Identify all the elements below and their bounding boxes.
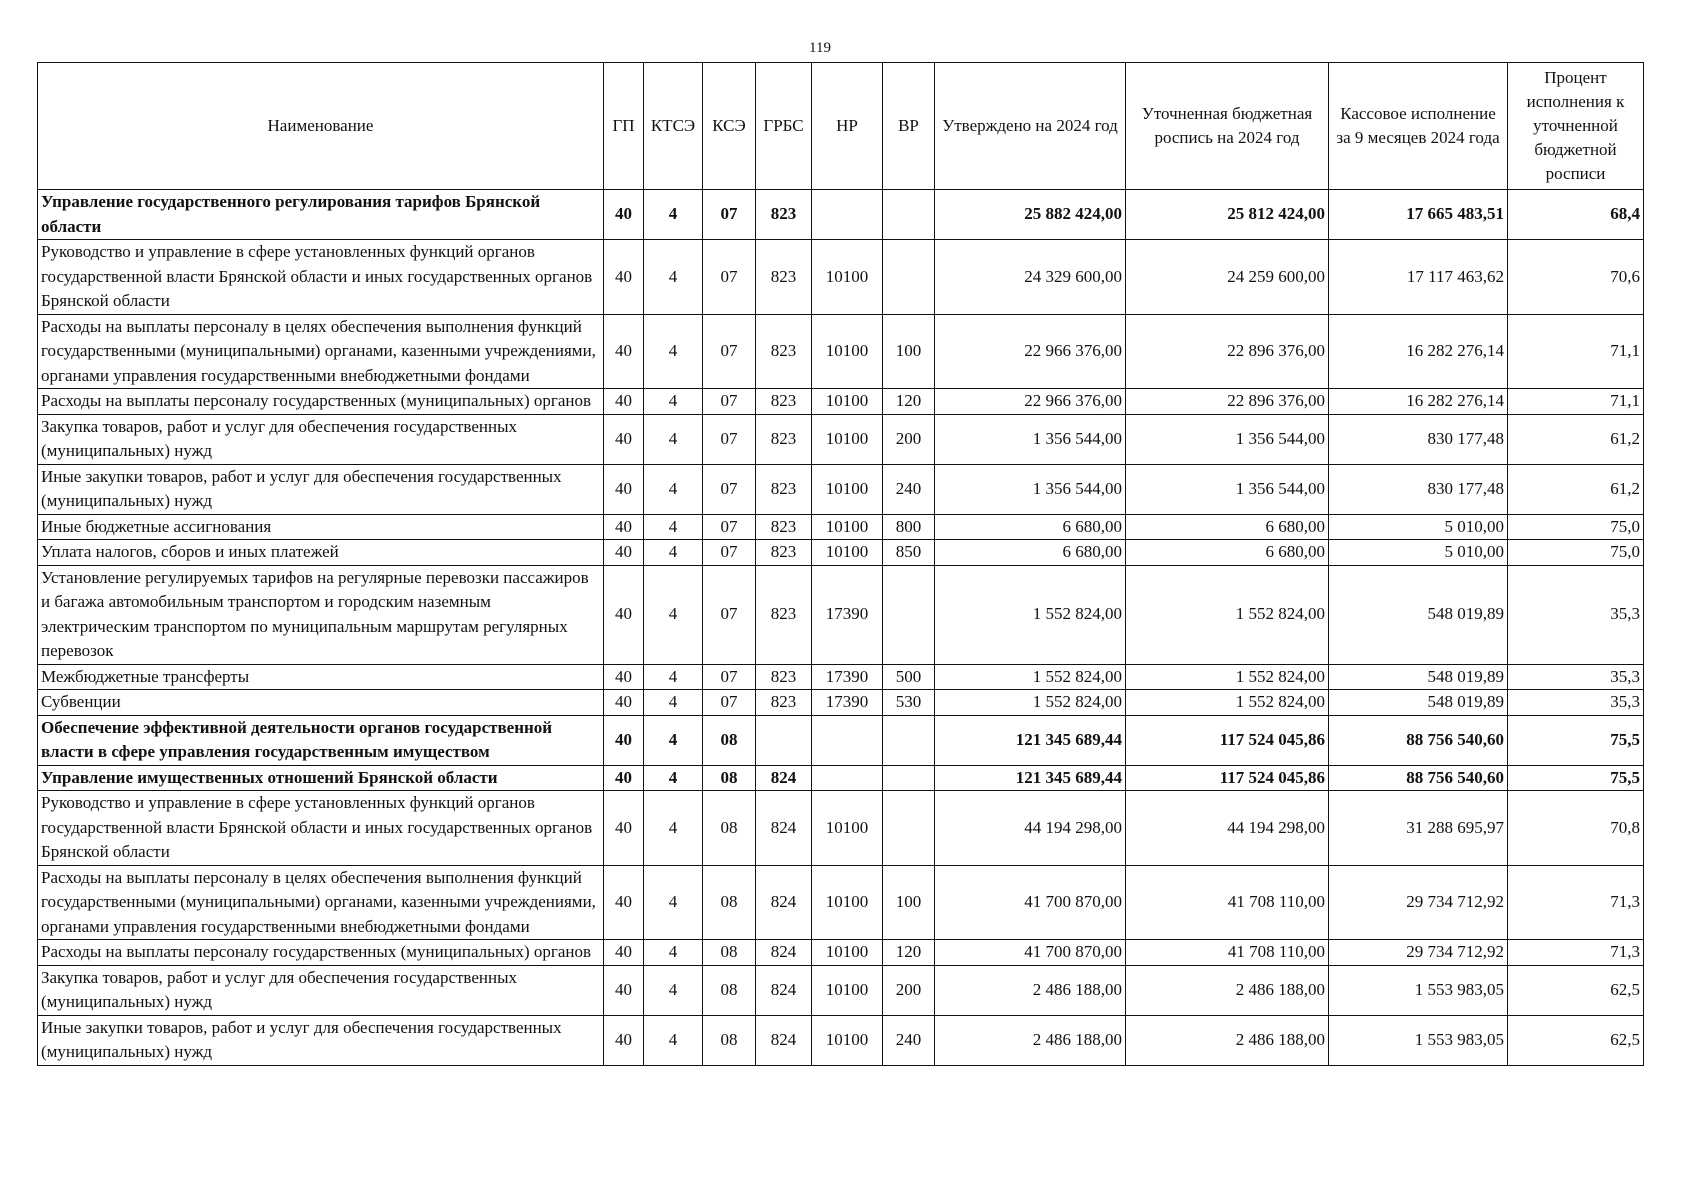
cell-approved: 1 552 824,00 [935, 565, 1126, 664]
table-row [38, 389, 1644, 415]
cell-cash: 16 282 276,14 [1329, 314, 1508, 389]
cell-approved: 22 966 376,00 [935, 314, 1126, 389]
cell-np: 10100 [812, 540, 883, 566]
cell-cash: 88 756 540,60 [1329, 715, 1508, 765]
cell-percent: 75,5 [1508, 765, 1644, 791]
cell-cash: 16 282 276,14 [1329, 389, 1508, 415]
cell-cash: 88 756 540,60 [1329, 765, 1508, 791]
cell-percent: 70,6 [1508, 240, 1644, 315]
header-cash: Кассовое исполнение за 9 месяцев 2024 года [1329, 63, 1508, 190]
table-row [38, 514, 1644, 540]
table-body [38, 190, 1644, 1066]
cell-name: Расходы на выплаты персоналу в целях обеспечения выполнения функций государственными (муниципальными) органами, казенными учреждениями, органами управления государственными внебюджетными фондами [38, 314, 604, 389]
table-row [38, 865, 1644, 940]
cell-kse: 08 [703, 715, 756, 765]
cell-grbs: 824 [756, 791, 812, 866]
cell-gp: 40 [604, 715, 644, 765]
cell-refined: 41 708 110,00 [1126, 865, 1329, 940]
cell-approved: 2 486 188,00 [935, 965, 1126, 1015]
cell-kse: 07 [703, 664, 756, 690]
cell-approved: 6 680,00 [935, 540, 1126, 566]
cell-vr [883, 791, 935, 866]
cell-kse: 07 [703, 240, 756, 315]
cell-kse: 07 [703, 514, 756, 540]
cell-np: 17390 [812, 690, 883, 716]
cell-ktse: 4 [644, 565, 703, 664]
cell-np: 17390 [812, 565, 883, 664]
cell-approved: 121 345 689,44 [935, 765, 1126, 791]
cell-ktse: 4 [644, 464, 703, 514]
header-approved: Утверждено на 2024 год [935, 63, 1126, 190]
cell-vr: 240 [883, 1015, 935, 1065]
table-row [38, 464, 1644, 514]
cell-ktse: 4 [644, 190, 703, 240]
table-row [38, 540, 1644, 566]
cell-ktse: 4 [644, 389, 703, 415]
page-number: 119 [809, 40, 831, 56]
cell-name: Руководство и управление в сфере установленных функций органов государственной власти Брянской области и иных государственных органов Брянской области [38, 791, 604, 866]
cell-cash: 548 019,89 [1329, 565, 1508, 664]
cell-kse: 08 [703, 865, 756, 940]
cell-grbs: 823 [756, 414, 812, 464]
cell-refined: 1 552 824,00 [1126, 690, 1329, 716]
cell-percent: 70,8 [1508, 791, 1644, 866]
cell-approved: 6 680,00 [935, 514, 1126, 540]
header-ktse: КТСЭ [644, 63, 703, 190]
cell-percent: 35,3 [1508, 690, 1644, 716]
header-grbs: ГРБС [756, 63, 812, 190]
cell-percent: 61,2 [1508, 414, 1644, 464]
table-row [38, 765, 1644, 791]
cell-kse: 08 [703, 791, 756, 866]
cell-kse: 07 [703, 565, 756, 664]
table-row [38, 414, 1644, 464]
cell-kse: 07 [703, 190, 756, 240]
table-row [38, 965, 1644, 1015]
cell-cash: 548 019,89 [1329, 664, 1508, 690]
cell-np: 10100 [812, 514, 883, 540]
cell-refined: 1 552 824,00 [1126, 664, 1329, 690]
cell-grbs: 823 [756, 540, 812, 566]
header-vr: ВР [883, 63, 935, 190]
cell-percent: 75,0 [1508, 514, 1644, 540]
cell-name: Уплата налогов, сборов и иных платежей [38, 540, 604, 566]
cell-vr: 120 [883, 940, 935, 966]
cell-percent: 75,0 [1508, 540, 1644, 566]
cell-percent: 62,5 [1508, 1015, 1644, 1065]
cell-name: Расходы на выплаты персоналу государственных (муниципальных) органов [38, 940, 604, 966]
cell-percent: 71,3 [1508, 940, 1644, 966]
cell-vr: 850 [883, 540, 935, 566]
cell-np: 10100 [812, 965, 883, 1015]
cell-refined: 1 356 544,00 [1126, 464, 1329, 514]
cell-name: Иные закупки товаров, работ и услуг для обеспечения государственных (муниципальных) нужд [38, 464, 604, 514]
cell-name: Установление регулируемых тарифов на регулярные перевозки пассажиров и багажа автомобильным транспортом и городским наземным электрическим транспортом по муниципальным маршрутам регулярных перевозок [38, 565, 604, 664]
cell-grbs: 824 [756, 965, 812, 1015]
cell-kse: 08 [703, 765, 756, 791]
cell-vr [883, 565, 935, 664]
cell-gp: 40 [604, 190, 644, 240]
cell-ktse: 4 [644, 940, 703, 966]
cell-approved: 41 700 870,00 [935, 940, 1126, 966]
cell-approved: 44 194 298,00 [935, 791, 1126, 866]
cell-kse: 07 [703, 314, 756, 389]
cell-gp: 40 [604, 240, 644, 315]
cell-grbs: 823 [756, 190, 812, 240]
budget-execution-table [37, 62, 1644, 1066]
cell-refined: 25 812 424,00 [1126, 190, 1329, 240]
cell-percent: 61,2 [1508, 464, 1644, 514]
cell-vr [883, 190, 935, 240]
cell-ktse: 4 [644, 314, 703, 389]
header-kse: КСЭ [703, 63, 756, 190]
cell-kse: 07 [703, 690, 756, 716]
cell-percent: 71,1 [1508, 314, 1644, 389]
cell-vr: 240 [883, 464, 935, 514]
cell-gp: 40 [604, 865, 644, 940]
cell-approved: 1 356 544,00 [935, 464, 1126, 514]
cell-cash: 31 288 695,97 [1329, 791, 1508, 866]
cell-name: Расходы на выплаты персоналу в целях обеспечения выполнения функций государственными (муниципальными) органами, казенными учреждениями, органами управления государственными внебюджетными фондами [38, 865, 604, 940]
cell-gp: 40 [604, 540, 644, 566]
cell-cash: 548 019,89 [1329, 690, 1508, 716]
cell-gp: 40 [604, 664, 644, 690]
cell-gp: 40 [604, 414, 644, 464]
cell-kse: 07 [703, 389, 756, 415]
cell-ktse: 4 [644, 664, 703, 690]
cell-gp: 40 [604, 791, 644, 866]
cell-np: 10100 [812, 314, 883, 389]
cell-kse: 07 [703, 414, 756, 464]
cell-vr: 200 [883, 965, 935, 1015]
cell-name: Иные бюджетные ассигнования [38, 514, 604, 540]
cell-gp: 40 [604, 765, 644, 791]
header-gp: ГП [604, 63, 644, 190]
cell-vr [883, 240, 935, 315]
cell-ktse: 4 [644, 791, 703, 866]
cell-name: Субвенции [38, 690, 604, 716]
table-row [38, 715, 1644, 765]
cell-ktse: 4 [644, 765, 703, 791]
cell-approved: 22 966 376,00 [935, 389, 1126, 415]
cell-grbs: 823 [756, 664, 812, 690]
cell-np: 10100 [812, 414, 883, 464]
cell-cash: 17 665 483,51 [1329, 190, 1508, 240]
cell-name: Обеспечение эффективной деятельности органов государственной власти в сфере управления государственным имуществом [38, 715, 604, 765]
cell-kse: 08 [703, 940, 756, 966]
cell-grbs: 823 [756, 690, 812, 716]
cell-kse: 07 [703, 464, 756, 514]
cell-grbs [756, 715, 812, 765]
cell-cash: 17 117 463,62 [1329, 240, 1508, 315]
cell-approved: 121 345 689,44 [935, 715, 1126, 765]
cell-ktse: 4 [644, 414, 703, 464]
cell-vr: 120 [883, 389, 935, 415]
cell-refined: 22 896 376,00 [1126, 314, 1329, 389]
table-row [38, 240, 1644, 315]
cell-grbs: 824 [756, 765, 812, 791]
table-row [38, 664, 1644, 690]
cell-vr: 200 [883, 414, 935, 464]
cell-approved: 25 882 424,00 [935, 190, 1126, 240]
table-row [38, 791, 1644, 866]
cell-cash: 830 177,48 [1329, 464, 1508, 514]
cell-np: 10100 [812, 240, 883, 315]
cell-np [812, 190, 883, 240]
cell-np [812, 765, 883, 791]
cell-grbs: 824 [756, 1015, 812, 1065]
cell-ktse: 4 [644, 865, 703, 940]
cell-refined: 1 552 824,00 [1126, 565, 1329, 664]
cell-grbs: 823 [756, 464, 812, 514]
cell-percent: 71,3 [1508, 865, 1644, 940]
cell-vr: 800 [883, 514, 935, 540]
cell-gp: 40 [604, 965, 644, 1015]
cell-vr: 100 [883, 865, 935, 940]
cell-kse: 07 [703, 540, 756, 566]
cell-grbs: 823 [756, 565, 812, 664]
cell-percent: 71,1 [1508, 389, 1644, 415]
cell-refined: 1 356 544,00 [1126, 414, 1329, 464]
cell-np [812, 715, 883, 765]
cell-np: 10100 [812, 940, 883, 966]
cell-gp: 40 [604, 565, 644, 664]
cell-approved: 41 700 870,00 [935, 865, 1126, 940]
table-row [38, 690, 1644, 716]
cell-name: Закупка товаров, работ и услуг для обеспечения государственных (муниципальных) нужд [38, 965, 604, 1015]
header-np: НР [812, 63, 883, 190]
cell-grbs: 823 [756, 240, 812, 315]
cell-refined: 41 708 110,00 [1126, 940, 1329, 966]
cell-ktse: 4 [644, 965, 703, 1015]
cell-np: 10100 [812, 464, 883, 514]
cell-np: 10100 [812, 865, 883, 940]
cell-refined: 2 486 188,00 [1126, 965, 1329, 1015]
cell-approved: 24 329 600,00 [935, 240, 1126, 315]
cell-ktse: 4 [644, 715, 703, 765]
cell-name: Закупка товаров, работ и услуг для обеспечения государственных (муниципальных) нужд [38, 414, 604, 464]
cell-cash: 5 010,00 [1329, 540, 1508, 566]
cell-approved: 1 552 824,00 [935, 664, 1126, 690]
cell-gp: 40 [604, 940, 644, 966]
cell-grbs: 823 [756, 514, 812, 540]
cell-refined: 6 680,00 [1126, 540, 1329, 566]
cell-name: Межбюджетные трансферты [38, 664, 604, 690]
cell-approved: 1 552 824,00 [935, 690, 1126, 716]
cell-percent: 62,5 [1508, 965, 1644, 1015]
table-row [38, 940, 1644, 966]
cell-name: Руководство и управление в сфере установленных функций органов государственной власти Брянской области и иных государственных органов Брянской области [38, 240, 604, 315]
cell-cash: 29 734 712,92 [1329, 865, 1508, 940]
cell-vr: 100 [883, 314, 935, 389]
cell-cash: 5 010,00 [1329, 514, 1508, 540]
cell-approved: 2 486 188,00 [935, 1015, 1126, 1065]
cell-gp: 40 [604, 1015, 644, 1065]
cell-refined: 24 259 600,00 [1126, 240, 1329, 315]
cell-percent: 68,4 [1508, 190, 1644, 240]
header-name: Наименование [38, 63, 604, 190]
cell-vr: 530 [883, 690, 935, 716]
cell-name: Иные закупки товаров, работ и услуг для обеспечения государственных (муниципальных) нужд [38, 1015, 604, 1065]
cell-refined: 44 194 298,00 [1126, 791, 1329, 866]
cell-cash: 29 734 712,92 [1329, 940, 1508, 966]
cell-gp: 40 [604, 389, 644, 415]
cell-vr [883, 765, 935, 791]
cell-name: Управление имущественных отношений Брянской области [38, 765, 604, 791]
cell-np: 17390 [812, 664, 883, 690]
cell-vr: 500 [883, 664, 935, 690]
cell-refined: 117 524 045,86 [1126, 765, 1329, 791]
cell-name: Расходы на выплаты персоналу государственных (муниципальных) органов [38, 389, 604, 415]
cell-vr [883, 715, 935, 765]
cell-cash: 830 177,48 [1329, 414, 1508, 464]
cell-percent: 35,3 [1508, 664, 1644, 690]
cell-grbs: 824 [756, 865, 812, 940]
cell-ktse: 4 [644, 514, 703, 540]
cell-gp: 40 [604, 314, 644, 389]
cell-np: 10100 [812, 1015, 883, 1065]
table-row [38, 565, 1644, 664]
cell-ktse: 4 [644, 240, 703, 315]
cell-grbs: 824 [756, 940, 812, 966]
table-row [38, 190, 1644, 240]
cell-refined: 6 680,00 [1126, 514, 1329, 540]
cell-refined: 117 524 045,86 [1126, 715, 1329, 765]
cell-ktse: 4 [644, 690, 703, 716]
table-header-row [38, 63, 1644, 190]
table-row [38, 1015, 1644, 1065]
cell-np: 10100 [812, 791, 883, 866]
cell-refined: 2 486 188,00 [1126, 1015, 1329, 1065]
header-refined: Уточненная бюджетная роспись на 2024 год [1126, 63, 1329, 190]
cell-cash: 1 553 983,05 [1329, 1015, 1508, 1065]
cell-gp: 40 [604, 690, 644, 716]
cell-np: 10100 [812, 389, 883, 415]
cell-ktse: 4 [644, 1015, 703, 1065]
cell-kse: 08 [703, 965, 756, 1015]
cell-grbs: 823 [756, 389, 812, 415]
cell-name: Управление государственного регулирования тарифов Брянской области [38, 190, 604, 240]
cell-percent: 75,5 [1508, 715, 1644, 765]
cell-approved: 1 356 544,00 [935, 414, 1126, 464]
cell-cash: 1 553 983,05 [1329, 965, 1508, 1015]
cell-ktse: 4 [644, 540, 703, 566]
cell-percent: 35,3 [1508, 565, 1644, 664]
header-percent: Процент исполнения к уточненной бюджетной росписи [1508, 63, 1644, 190]
table-row [38, 314, 1644, 389]
cell-refined: 22 896 376,00 [1126, 389, 1329, 415]
cell-grbs: 823 [756, 314, 812, 389]
cell-gp: 40 [604, 464, 644, 514]
cell-kse: 08 [703, 1015, 756, 1065]
cell-gp: 40 [604, 514, 644, 540]
